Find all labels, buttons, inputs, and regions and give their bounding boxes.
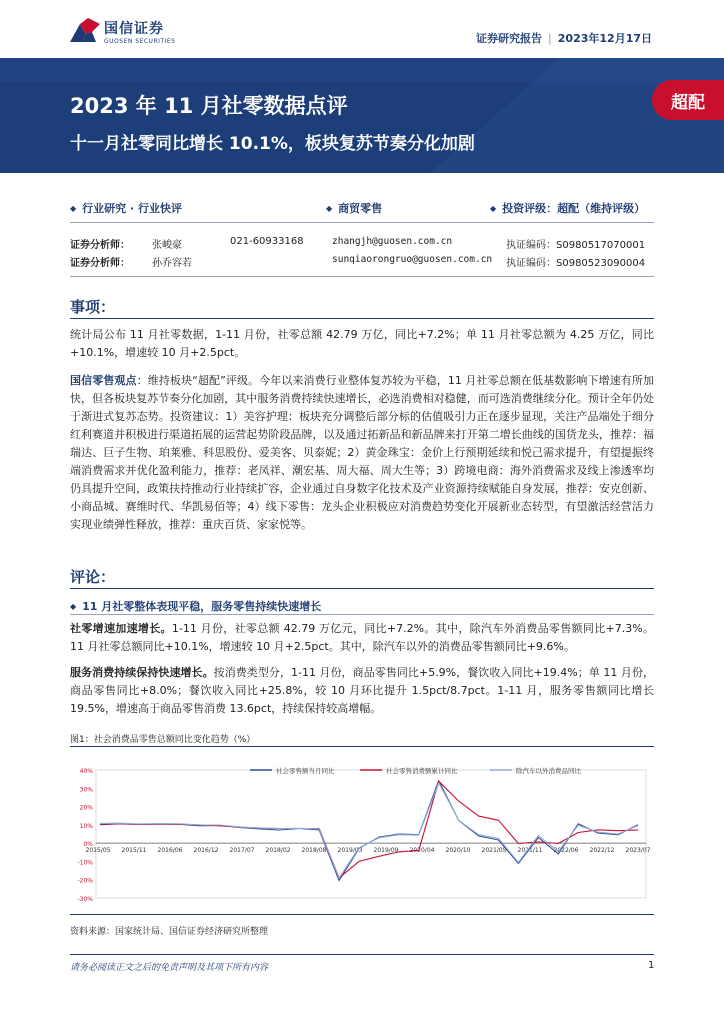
y-tick-label: 10% bbox=[79, 822, 93, 830]
events-rule bbox=[70, 318, 654, 319]
report-subtitle: 十一月社零同比增长 10.1%，板块复苏节奏分化加剧 bbox=[70, 134, 475, 154]
report-date: 2023年12月17日 bbox=[557, 32, 652, 45]
chart-frame bbox=[96, 770, 646, 898]
comment-heading: 评论： bbox=[70, 568, 116, 586]
category-rating-label: 投资评级：超配（维持评级） bbox=[502, 202, 646, 215]
x-tick-label: 2015/11 bbox=[121, 847, 147, 855]
x-tick-label: 2018/08 bbox=[301, 847, 327, 855]
guosen-logo-icon bbox=[70, 18, 100, 44]
diamond-icon: ◆ bbox=[490, 204, 497, 213]
analyst-table bbox=[70, 236, 654, 272]
y-tick-label: 0% bbox=[83, 841, 93, 849]
y-tick-label: 40% bbox=[79, 768, 93, 775]
figure-bottom-rule bbox=[70, 914, 654, 915]
analyst-phone: 021-60933168 bbox=[230, 236, 304, 247]
paragraph-body: 1-11 月份，社零总额 42.79 万亿元，同比+7.2%。其中，除汽车外消费品零售额同比+7.3%。11 月社零总额同比+10.1%，增速较 10 月+2.5pct。其中，除汽车以外的消费品零售额同比+9.6%。 bbox=[70, 622, 654, 653]
logo-text-cn: 国信证券 bbox=[104, 21, 164, 37]
analyst-row bbox=[70, 254, 654, 272]
analyst-role: 证券分析师： bbox=[70, 240, 130, 251]
subheading-divider bbox=[70, 614, 654, 615]
title-banner bbox=[0, 58, 724, 173]
analyst-role: 证券分析师： bbox=[70, 258, 130, 269]
header-meta bbox=[476, 30, 652, 46]
category-rating bbox=[490, 200, 645, 216]
x-tick-label: 2019/09 bbox=[373, 847, 399, 855]
diamond-icon: ◆ bbox=[70, 204, 77, 213]
chart-container bbox=[70, 752, 654, 908]
x-tick-label: 2022/12 bbox=[589, 847, 615, 855]
paragraph-body: 按消费类型分，1-11 月份，商品零售同比+5.9%，餐饮收入同比+19.4%；单 11 月份，商品零售同比+8.0%；餐饮收入同比+25.8%，较 10 月环比提升 1.5pct/8.7pct。1-11 月，服务零售额同比增长 19.5%，增速高于商品零售消费 13.6pct，持续保持较高增幅。 bbox=[70, 666, 654, 715]
report-type: 证券研究报告 bbox=[476, 32, 543, 45]
category-divider bbox=[70, 222, 654, 223]
view-label: 国信零售观点 bbox=[70, 374, 137, 387]
header-separator: | bbox=[548, 32, 552, 45]
logo-text-en: GUOSEN SECURITIES bbox=[104, 38, 176, 45]
x-tick-label: 2017/07 bbox=[229, 847, 255, 855]
legend-label: 社会零售额当月同比 bbox=[276, 767, 335, 775]
footer-rule bbox=[70, 954, 654, 955]
diamond-icon: ◆ bbox=[70, 602, 77, 611]
analyst-cert: 执证编码：S0980523090004 bbox=[506, 258, 646, 269]
figure-source: 资料来源：国家统计局、国信证券经济研究所整理 bbox=[70, 927, 269, 937]
y-tick-label: -10% bbox=[77, 859, 93, 867]
category-industry bbox=[70, 200, 182, 216]
category-sector bbox=[326, 200, 382, 216]
paragraph-lead: 社零增速加速增长。 bbox=[70, 622, 172, 635]
figure-caption: 图1：社会消费品零售总额同比变化趋势（%） bbox=[70, 735, 256, 745]
events-heading: 事项： bbox=[70, 298, 116, 316]
view-paragraph bbox=[70, 372, 654, 534]
comment-paragraph-1 bbox=[70, 620, 654, 656]
x-tick-label: 2019/03 bbox=[337, 847, 363, 855]
x-tick-label: 2018/02 bbox=[265, 847, 291, 855]
analyst-email[interactable]: sunqiaorongruo@guosen.com.cn bbox=[332, 254, 493, 265]
analyst-row bbox=[70, 236, 654, 254]
analyst-email[interactable]: zhangjh@guosen.com.cn bbox=[332, 236, 453, 247]
diamond-icon: ◆ bbox=[326, 204, 333, 213]
x-tick-label: 2022/06 bbox=[553, 847, 579, 855]
comment-paragraph-2 bbox=[70, 664, 654, 718]
figure-top-rule bbox=[70, 746, 654, 747]
analyst-name: 孙乔容若 bbox=[152, 258, 192, 269]
x-tick-label: 2023/07 bbox=[625, 847, 651, 855]
report-title: 2023 年 11 月社零数据点评 bbox=[70, 94, 348, 118]
y-tick-label: -30% bbox=[77, 896, 93, 903]
y-tick-label: -20% bbox=[77, 877, 93, 885]
y-tick-label: 30% bbox=[79, 786, 93, 794]
view-body: ：维持板块“超配”评级。今年以来消费行业整体复苏较为平稳，11 月社零总额在低基数影响下增速有所加快，但各板块复苏节奏分化加剧，其中服务消费持续快速增长，必选消费相对稳健，而可选消费继续分化。预计全年仍处于渐进式复苏态势。投资建议：1）美容护理：板块充分调整后部分标的估值吸引力正在逐步显现，关注产品端处于细分红利赛道并积极进行渠道拓展的运营起势阶段品牌，以及通过拓新品和新品牌来打开第二增长曲线的国货龙头，推荐：福瑞达、巨子生物、珀莱雅、科思股份、爱美客、贝泰妮；2）黄金珠宝：金价上行预期延续和悦己需求提升，有望提振终端消费需求并优化盈利能力，推荐：老凤祥、潮宏基、周大福、周大生等；3）跨境电商：海外消费需求及线上渗透率均仍具提升空间，政策扶持推动行业持续扩容，企业通过自身数字化技术及产业资源持续赋能自身发展，推荐：安克创新、小商品城、赛维时代、华凯易佰等；4）线下零售：龙头企业积极应对消费趋势变化开展新业态转型，有望激活经营活力实现业绩弹性释放，推荐：重庆百货、家家悦等。 bbox=[70, 374, 655, 531]
comment-subheading bbox=[70, 598, 321, 614]
series-line-2 bbox=[100, 781, 638, 878]
x-tick-label: 2016/06 bbox=[157, 847, 183, 855]
series-line-1 bbox=[100, 781, 638, 881]
x-tick-label: 2020/04 bbox=[409, 847, 435, 855]
footer-disclaimer[interactable]: 请务必阅读正文之后的免责声明及其项下所有内容 bbox=[70, 963, 269, 973]
x-tick-label: 2015/05 bbox=[85, 847, 111, 855]
analyst-cert: 执证编码：S0980517070001 bbox=[506, 240, 646, 251]
events-paragraph: 统计局公布 11 月社零数据，1-11 月份，社零总额 42.79 万亿，同比+7.2%；单 11 月社零总额为 4.25 万亿，同比+10.1%，增速较 10 月+2.5pct。 bbox=[70, 328, 654, 359]
category-sector-label: 商贸零售 bbox=[338, 202, 383, 215]
category-industry-label: 行业研究 · 行业快评 bbox=[82, 202, 182, 215]
x-tick-label: 2016/12 bbox=[193, 847, 219, 855]
analyst-name: 张峻豪 bbox=[152, 240, 182, 251]
category-row bbox=[70, 200, 654, 216]
comment-subheading-text: 11 月社零整体表现平稳，服务零售持续快速增长 bbox=[82, 600, 322, 613]
y-tick-label: 20% bbox=[79, 804, 93, 812]
comment-rule bbox=[70, 588, 654, 589]
paragraph-lead: 服务消费持续保持快速增长。 bbox=[70, 666, 214, 679]
legend-label: 社会零售消费额累计同比 bbox=[386, 767, 458, 775]
legend-label: 除汽车以外消费品同比 bbox=[516, 767, 581, 775]
retail-sales-chart bbox=[70, 752, 654, 908]
x-tick-label: 2021/05 bbox=[481, 847, 507, 855]
analyst-divider bbox=[70, 276, 654, 277]
company-logo bbox=[70, 16, 176, 52]
rating-badge: 超配 bbox=[652, 80, 724, 120]
top-bar bbox=[0, 0, 724, 58]
page-number: 1 bbox=[648, 960, 655, 971]
x-tick-label: 2020/10 bbox=[445, 847, 471, 855]
x-tick-label: 2021/11 bbox=[517, 847, 543, 855]
series-line-3 bbox=[100, 783, 638, 878]
